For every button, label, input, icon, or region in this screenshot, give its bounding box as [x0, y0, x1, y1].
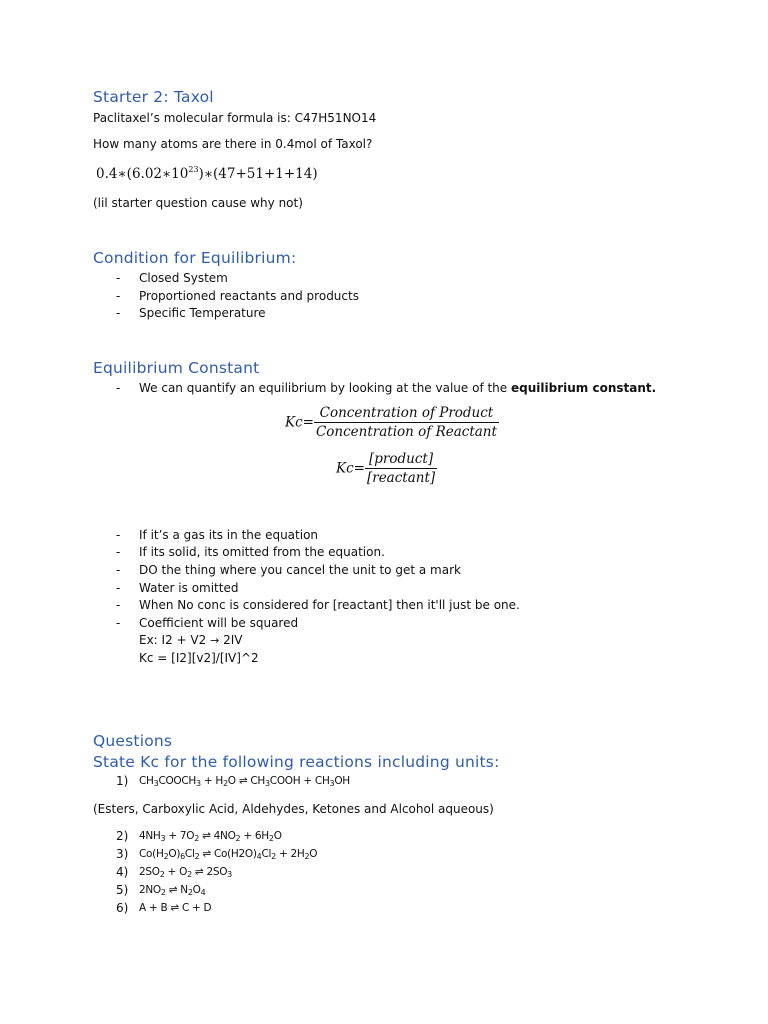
reaction-4: $2SO_2 + O_2$ ⇌ $2SO_3$	[139, 866, 232, 879]
list-bullet: -	[116, 616, 121, 630]
list-bullet: -	[116, 545, 121, 559]
questions-heading: Questions	[93, 732, 173, 750]
condition-heading: Condition for Equilibrium:	[93, 249, 297, 267]
list-bullet: -	[116, 598, 121, 612]
paren-close: )	[198, 166, 204, 182]
question-number: 6)	[116, 901, 129, 915]
reaction-3: $Co(H_2O)_6Cl_2$ ⇌ $Co(H2O)_4Cl_2 + 2H_2O$	[139, 848, 318, 861]
equilibrium-icon: ⇌	[202, 848, 211, 860]
equilibrium-icon: ⇌	[194, 866, 204, 878]
question-number: 2)	[116, 829, 129, 843]
calculation	[96, 166, 318, 182]
formula-line: Paclitaxel’s molecular formula is: C47H51NO14	[93, 111, 377, 125]
right-arrow-icon: →	[210, 634, 220, 647]
equilibrium-icon: ⇌	[168, 884, 178, 896]
paren-open: (	[126, 166, 132, 182]
calc-part-d: 47+51+1+14	[218, 166, 313, 182]
list-item: If it’s a gas its in the equation	[139, 528, 319, 542]
numerator: [product]	[365, 451, 437, 469]
formula-concentration	[285, 405, 499, 440]
example-line	[139, 633, 242, 647]
numerator: Concentration of Product	[314, 405, 499, 423]
formula-lhs: Kc=	[285, 414, 314, 431]
constant-heading: Equilibrium Constant	[93, 359, 260, 377]
fraction	[314, 405, 499, 440]
equilibrium-icon: ⇌	[238, 775, 248, 787]
list-item: Proportioned reactants and products	[139, 289, 359, 303]
denominator: Concentration of Reactant	[315, 424, 497, 440]
question-number: 4)	[116, 865, 129, 879]
list-item: If its solid, its omitted from the equation.	[139, 545, 385, 559]
starter-note: (lil starter question cause why not)	[93, 196, 303, 210]
denominator: [reactant]	[366, 470, 436, 486]
constant-intro	[139, 381, 656, 395]
questions-note: (Esters, Carboxylic Acid, Aldehydes, Ketones and Alcohol aqueous)	[93, 802, 494, 816]
kc-example: Kc = [I2][v2]/[IV]^2	[139, 651, 259, 665]
paren-close-2: )	[312, 166, 318, 182]
question-text: How many atoms are there in 0.4mol of Taxol?	[93, 137, 373, 151]
list-item: Closed System	[139, 271, 228, 285]
starter-heading: Starter 2: Taxol	[93, 88, 214, 106]
calc-part-c: ∗	[203, 166, 214, 182]
list-item: Specific Temperature	[139, 306, 266, 320]
question-number: 5)	[116, 883, 129, 897]
list-bullet: -	[116, 306, 121, 320]
formula-lhs: Kc=	[336, 460, 365, 477]
list-item: Water is omitted	[139, 581, 239, 595]
paren-open-2: (	[213, 166, 219, 182]
question-number: 1)	[116, 774, 129, 788]
list-bullet: -	[116, 581, 121, 595]
equilibrium-icon: ⇌	[202, 830, 211, 842]
example-prefix: Ex: I2 + V2	[139, 633, 211, 647]
calc-part-a: 0.4∗	[96, 166, 127, 182]
list-bullet: -	[116, 563, 121, 577]
list-item: Coefficient will be squared	[139, 616, 299, 630]
example-suffix: 2IV	[219, 633, 243, 647]
list-bullet: -	[116, 271, 121, 285]
reaction-6: A + B ⇌ C + D	[139, 902, 212, 914]
calc-part-b: 6.02∗10	[131, 166, 189, 182]
calc-exponent: 23	[188, 165, 199, 174]
list-item: DO the thing where you cancel the unit to get a mark	[139, 563, 461, 577]
list-bullet: -	[116, 381, 121, 395]
question-number: 3)	[116, 847, 129, 861]
reaction-5: $2NO_2$ ⇌ $N_2O_4$	[139, 884, 206, 897]
list-bullet: -	[116, 528, 121, 542]
list-item: When No conc is considered for [reactant] then it'll just be one.	[139, 598, 520, 612]
intro-bold: equilibrium constant.	[511, 381, 657, 395]
list-bullet: -	[116, 289, 121, 303]
formula-brackets	[336, 451, 437, 486]
intro-text: We can quantify an equilibrium by looking at the value of the	[139, 381, 511, 395]
equilibrium-icon: ⇌	[170, 902, 179, 914]
questions-subheading: State Kc for the following reactions including units:	[93, 753, 500, 771]
reaction-1: $CH_3COOCH_3 + H_2O$ ⇌ $CH_3COOH + CH_3OH$	[139, 775, 350, 788]
reaction-2: $4NH_3 + 7O_2$ ⇌ $4NO_2 + 6H_2O$	[139, 830, 282, 843]
fraction	[365, 451, 437, 486]
